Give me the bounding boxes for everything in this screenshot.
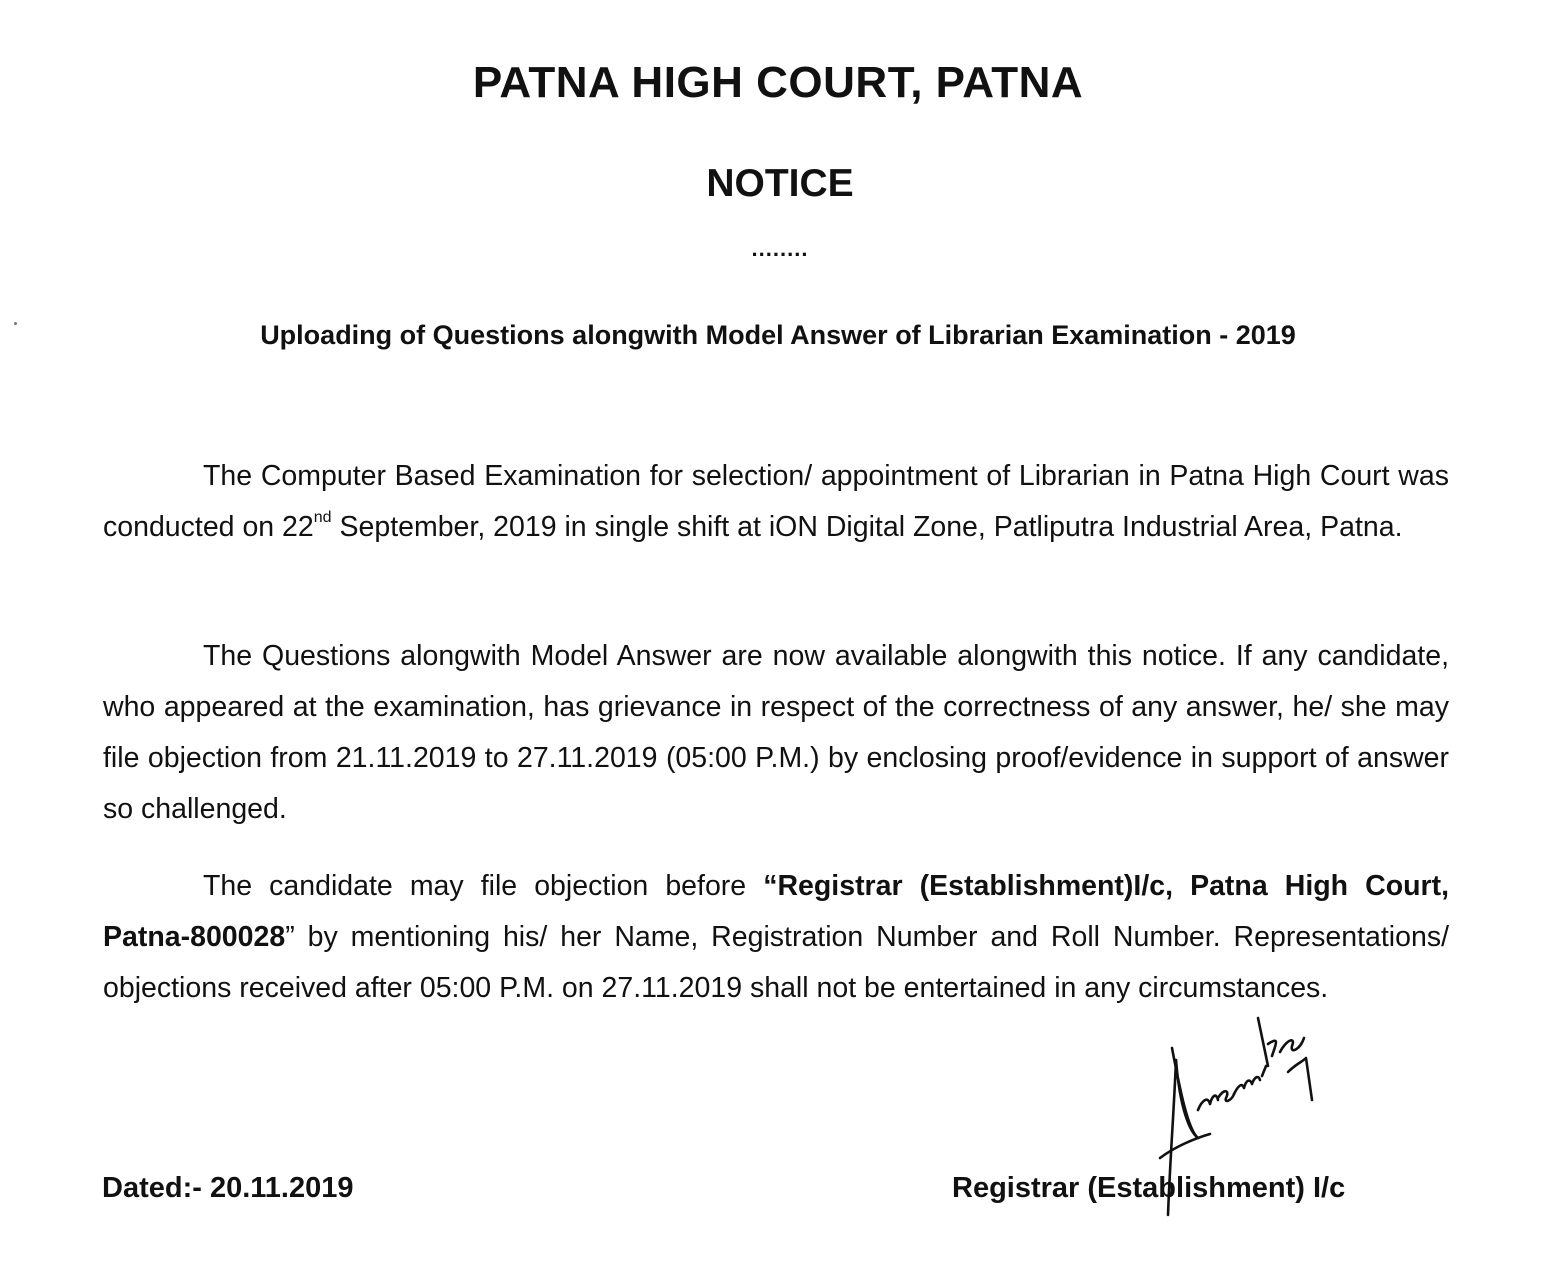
paragraph-exam-details	[103, 451, 1449, 553]
separator-dots: ........	[751, 236, 809, 261]
court-title: PATNA HIGH COURT, PATNA	[472, 58, 1084, 107]
notice-date: Dated:- 20.11.2019	[102, 1172, 354, 1204]
paragraph-text: ” by mentioning his/ her Name, Registration Number and Roll Number. Representations/ objections received after 05:00 P.M. on 27.11.2019 shall not be entertained in any circumstances.	[103, 921, 1449, 1004]
paragraph-text: The candidate may file objection before	[203, 870, 764, 902]
registrar-address: “Registrar (Establishment)I/c, Patna High Court, Patna-800028	[103, 870, 1450, 953]
ordinal-suffix: nd	[313, 509, 332, 526]
paragraph-filing-instructions	[103, 861, 1449, 1014]
paragraph-text: The Computer Based Examination for selection/ appointment of Librarian in Patna High Court was conducted on 22	[103, 460, 1449, 543]
notice-heading: NOTICE	[706, 162, 854, 205]
paragraph-text: September, 2019 in single shift at iON Digital Zone, Patliputra Industrial Area, Patna.	[331, 511, 1403, 543]
paragraph-objection-window: The Questions alongwith Model Answer are now available alongwith this notice. If any candidate, who appeared at the examination, has grievance in respect of the correctness of any answer, he/ she may file objection from 21.11.2019 to 27.11.2019 (05:00 P.M.) by enclosing proof/evidence in support of answer so challenged.	[103, 640, 1449, 825]
notice-subject: Uploading of Questions alongwith Model Answer of Librarian Examination - 2019	[260, 320, 1296, 350]
signatory-designation: Registrar (Establishment) I/c	[952, 1172, 1346, 1204]
